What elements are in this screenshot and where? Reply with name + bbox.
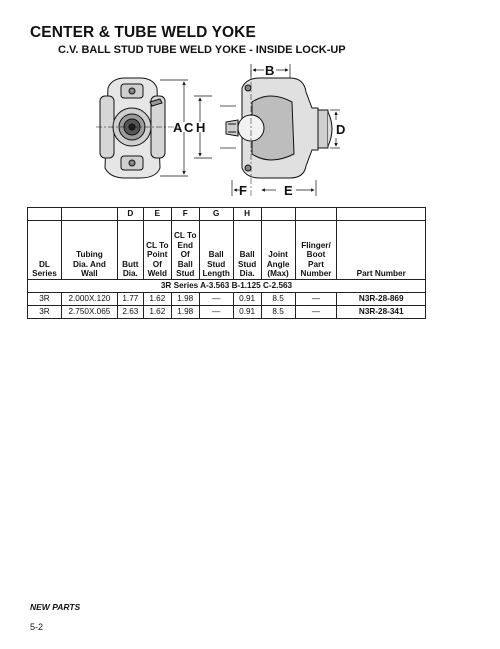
cell-ball-stud-length: —: [199, 293, 233, 306]
dim-label-d: D: [336, 122, 346, 137]
table-row: [28, 293, 426, 306]
letter-header: [295, 208, 337, 221]
letter-header: D: [117, 208, 143, 221]
column-header: Joint Angle (Max): [261, 221, 295, 280]
letter-header: H: [233, 208, 261, 221]
cell-cl-weld: 1.62: [143, 293, 171, 306]
cell-flinger-boot: —: [295, 306, 337, 319]
column-header: Ball Stud Length: [199, 221, 233, 280]
cell-ball-stud-dia: 0.91: [233, 293, 261, 306]
yoke-end-view: [100, 78, 165, 178]
cell-cl-end-stud: 1.98: [171, 306, 199, 319]
table-series-row: [28, 280, 426, 293]
cell-flinger-boot: —: [295, 293, 337, 306]
table-column-header-row: [28, 221, 426, 280]
column-header: CL To Point Of Weld: [143, 221, 171, 280]
table-letter-header-row: [28, 208, 426, 221]
letter-header: [337, 208, 426, 221]
letter-header: E: [143, 208, 171, 221]
cell-butt-dia: 2.63: [117, 306, 143, 319]
column-header: Tubing Dia. And Wall: [61, 221, 117, 280]
column-header: Butt Dia.: [117, 221, 143, 280]
dim-label-e: E: [284, 183, 293, 198]
cell-ball-stud-length: —: [199, 306, 233, 319]
cell-cl-end-stud: 1.98: [171, 293, 199, 306]
cell-part-number: N3R-28-869: [337, 293, 426, 306]
cell-joint-angle: 8.5: [261, 306, 295, 319]
cell-cl-weld: 1.62: [143, 306, 171, 319]
column-header: Part Number: [337, 221, 426, 280]
table-row: [28, 306, 426, 319]
cell-ball-stud-dia: 0.91: [233, 306, 261, 319]
yoke-technical-drawing: [0, 58, 500, 206]
series-label: 3R Series A-3.563 B-1.125 C-2.563: [28, 280, 426, 293]
spec-table: [27, 207, 426, 319]
cell-dl-series: 3R: [28, 293, 62, 306]
letter-header: G: [199, 208, 233, 221]
cell-tubing: 2.750X.065: [61, 306, 117, 319]
page-subtitle: C.V. BALL STUD TUBE WELD YOKE - INSIDE LOCK-UP: [58, 44, 346, 56]
letter-header: [61, 208, 117, 221]
cell-butt-dia: 1.77: [117, 293, 143, 306]
cell-part-number: N3R-28-341: [337, 306, 426, 319]
column-header: Flinger/ Boot Part Number: [295, 221, 337, 280]
dim-label-f: F: [239, 183, 247, 198]
column-header: Ball Stud Dia.: [233, 221, 261, 280]
cell-tubing: 2.000X.120: [61, 293, 117, 306]
dim-label-a: A: [173, 120, 183, 135]
dim-label-h: H: [196, 120, 206, 135]
letter-header: [261, 208, 295, 221]
page-title: CENTER & TUBE WELD YOKE: [30, 24, 256, 41]
letter-header: [28, 208, 62, 221]
dim-label-c: C: [184, 120, 194, 135]
column-header: CL To End Of Ball Stud: [171, 221, 199, 280]
dim-label-b: B: [265, 63, 275, 78]
yoke-side-view: [226, 78, 332, 178]
cell-joint-angle: 8.5: [261, 293, 295, 306]
letter-header: F: [171, 208, 199, 221]
new-parts-note: NEW PARTS: [30, 602, 81, 612]
column-header: DL Series: [28, 221, 62, 280]
cell-dl-series: 3R: [28, 306, 62, 319]
page-number: 5-2: [30, 622, 44, 632]
